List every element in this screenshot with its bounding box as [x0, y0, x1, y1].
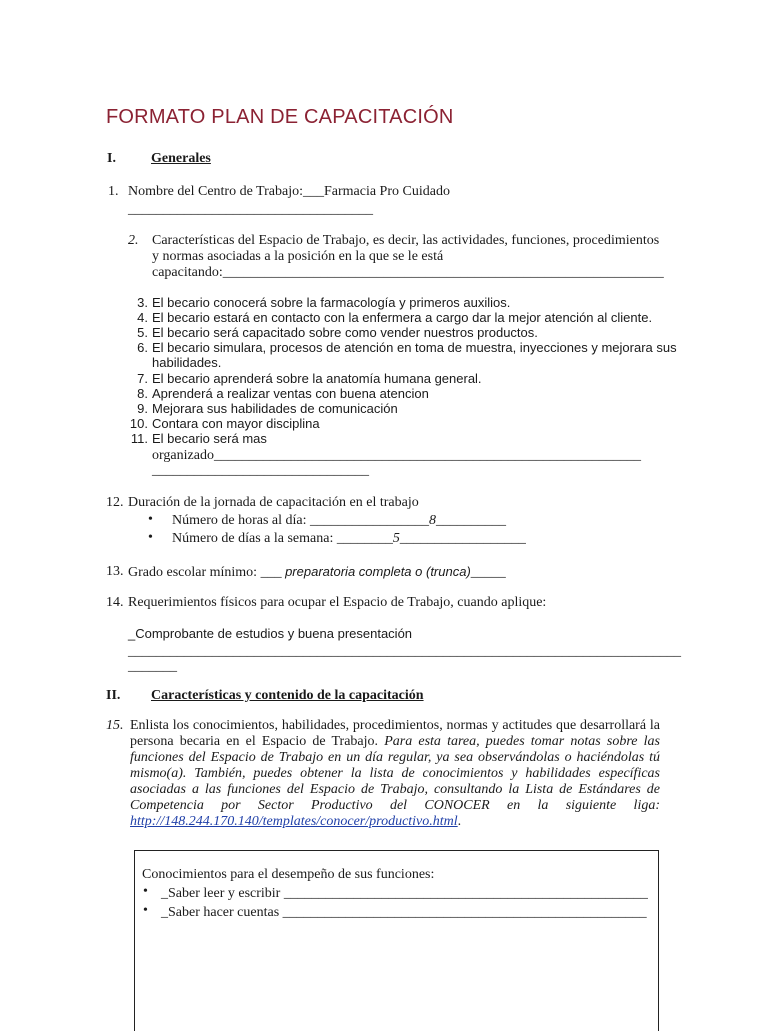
bullet-icon: • [148, 512, 153, 527]
item-number: 15. [106, 718, 124, 733]
workspace-characteristics-text: y normas asociadas a la posición en la que se le está [152, 249, 444, 264]
list-item-number: 10. [129, 416, 148, 431]
knowledge-item: _Saber leer y escribir ____________________________________________________ [161, 886, 648, 901]
blank-line: ___________________________________ [128, 202, 373, 217]
physical-requirements-label: Requerimientos físicos para ocupar el Espacio de Trabajo, cuando aplique: [128, 595, 547, 610]
instructions-paragraph: Enlista los conocimientos, habilidades, procedimientos, normas y actitudes que desarrollará la persona becaria en el Espacio de Trabajo. Para esta tarea, puedes tomar notas sobre las funciones del Espacio de Trabajo en un día regular, ya sea observándolas o haciéndolas tú mismo(a). También, puedes obtener la lista de conocimientos y habilidades específicas asociadas a las funciones del Espacio de Trabajo, consultando la Lista de Estándares de Competencia por Sector Productivo del CONOCER en la siguiente liga: http://148.244.170.140/templates/conocer/productivo.html. [130, 718, 660, 829]
workspace-characteristics-text: capacitando:_______________________________________________________________ [152, 265, 664, 280]
list-item-number: 9. [137, 401, 148, 416]
bullet-icon: • [143, 903, 148, 918]
physical-requirements-answer: _Comprobante de estudios y buena presentación [128, 626, 413, 641]
list-item: El becario simulara, procesos de atención en toma de muestra, inyecciones y mejorara sus [152, 340, 677, 355]
blank-line: _______________________________ [152, 463, 369, 478]
list-item: El becario conocerá sobre la farmacología y primeros auxilios. [152, 295, 511, 310]
item-number: 14. [106, 595, 124, 610]
list-item-number: 3. [137, 295, 148, 310]
list-item-number: 5. [137, 325, 148, 340]
education-field: Grado escolar mínimo: ___ preparatoria completa o (trunca)_____ [128, 564, 506, 580]
days-per-week-field: Número de días a la semana: ________5__________________ [172, 531, 526, 546]
list-item-number: 6. [137, 340, 148, 355]
list-item-number: 8. [137, 386, 148, 401]
workplace-name-field: Nombre del Centro de Trabajo:___Farmacia Pro Cuidado [128, 184, 450, 199]
workspace-characteristics-text: Características del Espacio de Trabajo, es decir, las actividades, funciones, procedimientos [152, 233, 660, 248]
list-item: El becario estará en contacto con la enfermera a cargo dar la mejor atención al cliente. [152, 310, 653, 325]
list-item: El becario aprenderá sobre la anatomía humana general. [152, 371, 482, 386]
blank-line: _______________________________________________________________________________ [128, 644, 681, 659]
list-item-number: 11. [130, 431, 148, 446]
conocer-link[interactable]: http://148.244.170.140/templates/conocer/productivo.html [130, 814, 458, 829]
section-numeral: I. [107, 151, 116, 166]
list-item: Mejorara sus habilidades de comunicación [152, 401, 398, 416]
bullet-icon: • [148, 530, 153, 545]
schedule-label: Duración de la jornada de capacitación en el trabajo [128, 495, 419, 510]
section-numeral: II. [106, 688, 121, 703]
bullet-icon: • [143, 884, 148, 899]
list-item: El becario será mas [152, 431, 267, 446]
item-number: 1. [108, 184, 119, 199]
list-item: Aprenderá a realizar ventas con buena atencion [152, 386, 429, 401]
list-item: Contara con mayor disciplina [152, 416, 320, 431]
knowledge-box [134, 850, 659, 1031]
item-number: 12. [106, 495, 124, 510]
list-item-number: 4. [137, 310, 148, 325]
hours-per-day-field: Número de horas al día: _________________8__________ [172, 513, 507, 528]
list-item: habilidades. [152, 355, 222, 370]
list-item: El becario será capacitado sobre como vender nuestros productos. [152, 325, 538, 340]
blank-line: organizado_____________________________________________________________ [152, 448, 641, 463]
list-item-number: 7. [137, 371, 148, 386]
box-heading: Conocimientos para el desempeño de sus funciones: [142, 867, 435, 882]
blank-line: _______ [128, 659, 177, 674]
section-heading: Características y contenido de la capacitación [151, 688, 424, 703]
knowledge-item: _Saber hacer cuentas ____________________________________________________ [161, 905, 647, 920]
item-number: 2. [128, 233, 139, 248]
page-title: FORMATO PLAN DE CAPACITACIÓN [106, 106, 454, 128]
section-heading: Generales [151, 151, 211, 166]
item-number: 13. [106, 564, 124, 579]
